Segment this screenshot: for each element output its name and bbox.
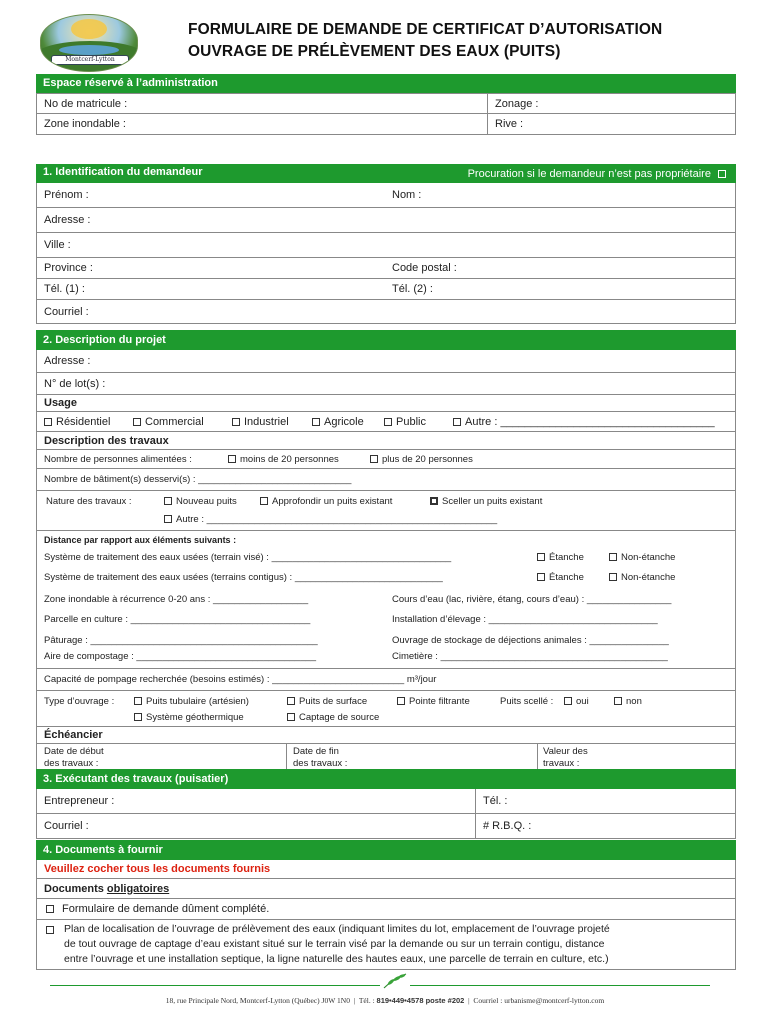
date-fin-field[interactable] (293, 746, 347, 770)
name-row (36, 183, 736, 208)
puisatier-tel-field[interactable]: Tél. : (483, 795, 508, 807)
footer: 18, rue Principale Nord, Montcerf-Lytton (Québec) J0W 1N0 | Tél. : 819•449•4578 poste #202 | Courriel : urbanisme@montcerf-lytton.com (165, 996, 605, 1005)
plus20-checkbox[interactable] (370, 455, 378, 463)
public-label: Public (396, 416, 426, 428)
entrepreneur-field[interactable]: Entrepreneur : (44, 795, 115, 807)
section1-heading (36, 164, 736, 183)
type-ouvrage-row (36, 691, 736, 727)
footer-courriel-label: Courriel : (473, 996, 503, 1005)
autre-checkbox[interactable] (453, 418, 461, 426)
oui-checkbox[interactable] (564, 697, 572, 705)
type-ouvrage-label: Type d’ouvrage : (44, 696, 115, 707)
captage-option[interactable] (287, 712, 379, 723)
echeancier-row (36, 744, 736, 772)
agricole-label: Agricole (324, 416, 364, 428)
section3-heading: 3. Exécutant des travaux (puisatier) (36, 769, 736, 789)
non-label: non (626, 696, 642, 707)
dist-terrain-vise-field[interactable]: Système de traitement des eaux usées (terrain visé) : __________________________________ (44, 552, 452, 563)
projet-adresse-field[interactable]: Adresse : (36, 350, 736, 373)
procuration-checkbox[interactable] (718, 170, 726, 178)
valeur-label-2: travaux : (543, 758, 580, 769)
oui-label: oui (576, 696, 589, 707)
form-title (188, 19, 662, 63)
captage-checkbox[interactable] (287, 713, 295, 721)
valeur-field[interactable] (543, 746, 588, 770)
nouveau-puits-label: Nouveau puits (176, 496, 237, 507)
geothermique-label: Système géothermique (146, 712, 244, 723)
moins20-label: moins de 20 personnes (240, 454, 339, 465)
footer-email[interactable]: urbanisme@montcerf-lytton.com (504, 996, 605, 1005)
prenom-field[interactable]: Prénom : (44, 189, 89, 201)
surface-option[interactable] (287, 696, 367, 707)
usage-public[interactable] (384, 416, 426, 428)
industriel-label: Industriel (244, 416, 289, 428)
geothermique-checkbox[interactable] (134, 713, 142, 721)
nouveau-puits-checkbox[interactable] (164, 497, 172, 505)
nature-autre-checkbox[interactable] (164, 515, 172, 523)
doc1-row (36, 899, 736, 920)
doc2-row (36, 920, 736, 970)
province-field[interactable]: Province : (44, 262, 93, 274)
footer-tel: 819•449•4578 poste #202 (376, 996, 465, 1005)
etanche-option-1[interactable] (537, 552, 584, 563)
puits-scelle-label: Puits scellé : (500, 696, 554, 707)
header (36, 12, 736, 72)
procuration-label: Procuration si le demandeur n’est pas propriétaire (467, 168, 711, 180)
rive-field[interactable]: Rive : (495, 118, 524, 130)
admin-heading: Espace réservé à l’administration (36, 74, 736, 93)
doc2-checkbox[interactable] (46, 926, 54, 934)
etanche-checkbox-2[interactable] (537, 573, 545, 581)
valeur-label-1: Valeur des (543, 746, 588, 757)
doc2-text (64, 922, 610, 967)
plus20-option[interactable] (370, 454, 473, 465)
usage-residentiel[interactable] (44, 416, 110, 428)
courriel-field[interactable]: Courriel : (36, 300, 736, 324)
tubulaire-label: Puits tubulaire (artésien) (146, 696, 249, 707)
nature-autre-label: Autre : _______________________________________________________ (176, 514, 498, 525)
non-checkbox[interactable] (614, 697, 622, 705)
admin-row-1 (36, 93, 736, 114)
documents-instruction: Veuillez cocher tous les documents fournis (36, 860, 736, 879)
oui-option[interactable] (564, 696, 589, 707)
section2-heading: 2. Description du projet (36, 330, 736, 350)
autre-usage-label: Autre : ___________________________________ (465, 416, 715, 428)
title-line-1: FORMULAIRE DE DEMANDE DE CERTIFICAT D’AUTORISATION (188, 21, 663, 38)
section1-title: 1. Identification du demandeur (43, 166, 203, 178)
admin-row-2 (36, 114, 736, 135)
approfondir-checkbox[interactable] (260, 497, 268, 505)
section-2 (36, 330, 736, 772)
section4-heading: 4. Documents à fournir (36, 840, 736, 860)
etanche-label-2: Étanche (549, 572, 584, 583)
pointe-option[interactable] (397, 696, 470, 707)
code-postal-field[interactable]: Code postal : (392, 262, 457, 274)
residentiel-checkbox[interactable] (44, 418, 52, 426)
footer-address: 18, rue Principale Nord, Montcerf-Lytton (Québec) J0W 1N0 (165, 996, 350, 1005)
adresse-field[interactable]: Adresse : (36, 208, 736, 233)
usage-industriel[interactable] (232, 416, 289, 428)
footer-tel-label: Tél. : (358, 996, 375, 1005)
doc2-line-1: Plan de localisation de l’ouvrage de prélèvement des eaux (indiquant limites du lot, emplacement de l’ouvrage projeté (64, 923, 610, 935)
pointe-label: Pointe filtrante (409, 696, 470, 707)
date-debut-label-2: des travaux : (44, 758, 99, 769)
etanche-option-2[interactable] (537, 572, 584, 583)
zonage-field[interactable]: Zonage : (495, 97, 539, 110)
tubulaire-checkbox[interactable] (134, 697, 142, 705)
cours-eau-field[interactable]: Cours d’eau (lac, rivière, étang, cours d’eau) : ________________ (392, 594, 672, 605)
documents-obligatoires-heading (36, 879, 736, 899)
doc1-option[interactable] (46, 903, 269, 915)
usage-autre[interactable] (453, 416, 715, 428)
matricule-field[interactable]: No de matricule : (44, 97, 128, 110)
nb-batiments-field[interactable]: Nombre de bâtiment(s) desservi(s) : _____________________________ (36, 469, 736, 491)
admin-section (36, 74, 736, 135)
footer-rule-left (50, 985, 380, 986)
puisatier-courriel-row (36, 814, 736, 839)
approfondir-option[interactable] (260, 496, 392, 507)
tel1-field[interactable]: Tél. (1) : (44, 283, 85, 295)
nature-row (36, 491, 736, 531)
dejections-field[interactable]: Ouvrage de stockage de déjections animales : _______________ (392, 635, 669, 646)
captage-label: Captage de source (299, 712, 380, 723)
moins20-option[interactable] (228, 454, 339, 465)
date-fin-label-2: des travaux : (293, 758, 348, 769)
parcelle-field[interactable]: Parcelle en culture : __________________________________ (44, 614, 311, 625)
compostage-field[interactable]: Aire de compostage : __________________________________ (44, 651, 317, 662)
usage-heading: Usage (36, 395, 736, 412)
cimetiere-field[interactable]: Cimetière : ___________________________________________ (392, 651, 668, 662)
agricole-checkbox[interactable] (312, 418, 320, 426)
zone-inondable-field[interactable]: Zone inondable : (44, 118, 126, 130)
tubulaire-option[interactable] (134, 696, 249, 707)
moins20-checkbox[interactable] (228, 455, 236, 463)
nb-personnes-row (36, 450, 736, 469)
doc1-label: Formulaire de demande dûment complété. (62, 903, 270, 915)
industriel-checkbox[interactable] (232, 418, 240, 426)
title-line-2: OUVRAGE DE PRÉLÈVEMENT DES EAUX (PUITS) (188, 43, 561, 60)
sceller-label: Sceller un puits existant (442, 496, 543, 507)
pointe-checkbox[interactable] (397, 697, 405, 705)
non-etanche-checkbox-2[interactable] (609, 573, 617, 581)
residentiel-label: Résidentiel (56, 416, 111, 428)
approfondir-label: Approfondir un puits existant (272, 496, 393, 507)
entrepreneur-row (36, 789, 736, 814)
public-checkbox[interactable] (384, 418, 392, 426)
sceller-checkbox[interactable] (430, 497, 438, 505)
nature-autre-option[interactable] (164, 514, 497, 525)
etanche-label-1: Étanche (549, 552, 584, 563)
doc2-line-2: de tout ouvrage de captage d’eau existant situé sur le terrain visé par la demande ou sur un terrain contigu, distance (64, 938, 605, 950)
geothermique-option[interactable] (134, 712, 244, 723)
procuration-option[interactable] (468, 166, 726, 183)
usage-commercial[interactable] (133, 416, 204, 428)
surface-label: Puits de surface (299, 696, 368, 707)
tel2-field[interactable]: Tél. (2) : (392, 283, 433, 295)
rbq-field[interactable]: # R.B.Q. : (483, 820, 532, 832)
divider (286, 744, 287, 771)
leaf-icon (382, 972, 408, 990)
plus20-label: plus de 20 personnes (382, 454, 473, 465)
date-debut-label-1: Date de début (44, 746, 104, 757)
province-row (36, 258, 736, 279)
etanche-checkbox-1[interactable] (537, 553, 545, 561)
non-etanche-option-2[interactable] (609, 572, 675, 583)
footer-rule-right (410, 985, 710, 986)
section-4 (36, 840, 736, 970)
distance-block (36, 531, 736, 669)
doc1-checkbox[interactable] (46, 905, 54, 913)
description-heading: Description des travaux (36, 432, 736, 450)
nature-label: Nature des travaux : (46, 496, 132, 507)
usage-row (36, 412, 736, 432)
divider (537, 744, 538, 771)
commercial-label: Commercial (145, 416, 204, 428)
non-etanche-checkbox-1[interactable] (609, 553, 617, 561)
distance-heading: Distance par rapport aux éléments suivants : (44, 535, 237, 545)
date-debut-field[interactable] (44, 746, 104, 770)
echeancier-heading: Échéancier (36, 727, 736, 744)
logo-ribbon: Montcerf-Lytton (51, 55, 129, 65)
non-option[interactable] (614, 696, 642, 707)
section-1 (36, 164, 736, 324)
dist-terrains-contigus-field[interactable]: Système de traitement des eaux usées (terrains contigus) : ____________________________ (44, 572, 443, 583)
elevage-field[interactable]: Installation d’élevage : ________________________________ (392, 614, 658, 625)
sceller-option[interactable] (430, 496, 542, 507)
surface-checkbox[interactable] (287, 697, 295, 705)
nom-field[interactable]: Nom : (392, 189, 422, 201)
non-etanche-label-1: Non-étanche (621, 552, 676, 563)
usage-agricole[interactable] (312, 416, 364, 428)
capacite-field[interactable]: Capacité de pompage recherchée (besoins estimés) : _________________________ m³/jour (36, 669, 736, 691)
nouveau-puits-option[interactable] (164, 496, 237, 507)
ville-field[interactable]: Ville : (36, 233, 736, 258)
municipality-logo (40, 14, 138, 72)
oblig-prefix: Documents (44, 882, 104, 895)
oblig-word: obligatoires (106, 882, 170, 895)
section-3 (36, 769, 736, 839)
nb-personnes-label: Nombre de personnes alimentées : (44, 454, 192, 465)
zone-inondable-distance-field[interactable]: Zone inondable à récurrence 0-20 ans : __________________ (44, 594, 309, 605)
logo-sun (71, 19, 107, 39)
non-etanche-option-1[interactable] (609, 552, 675, 563)
doc2-line-3: entre l’ouvrage et une installation septique, la ligne naturelle des hautes eaux, une parcelle de terrain en culture, etc.) (64, 953, 609, 965)
lots-field[interactable]: N° de lot(s) : (36, 373, 736, 395)
date-fin-label-1: Date de fin (293, 746, 339, 757)
logo-lake (59, 45, 119, 55)
tel-row (36, 279, 736, 300)
puisatier-courriel-field[interactable]: Courriel : (44, 820, 89, 832)
doc2-checkbox-wrap[interactable] (46, 923, 58, 938)
paturage-field[interactable]: Pâturage : ___________________________________________ (44, 635, 318, 646)
commercial-checkbox[interactable] (133, 418, 141, 426)
non-etanche-label-2: Non-étanche (621, 572, 676, 583)
